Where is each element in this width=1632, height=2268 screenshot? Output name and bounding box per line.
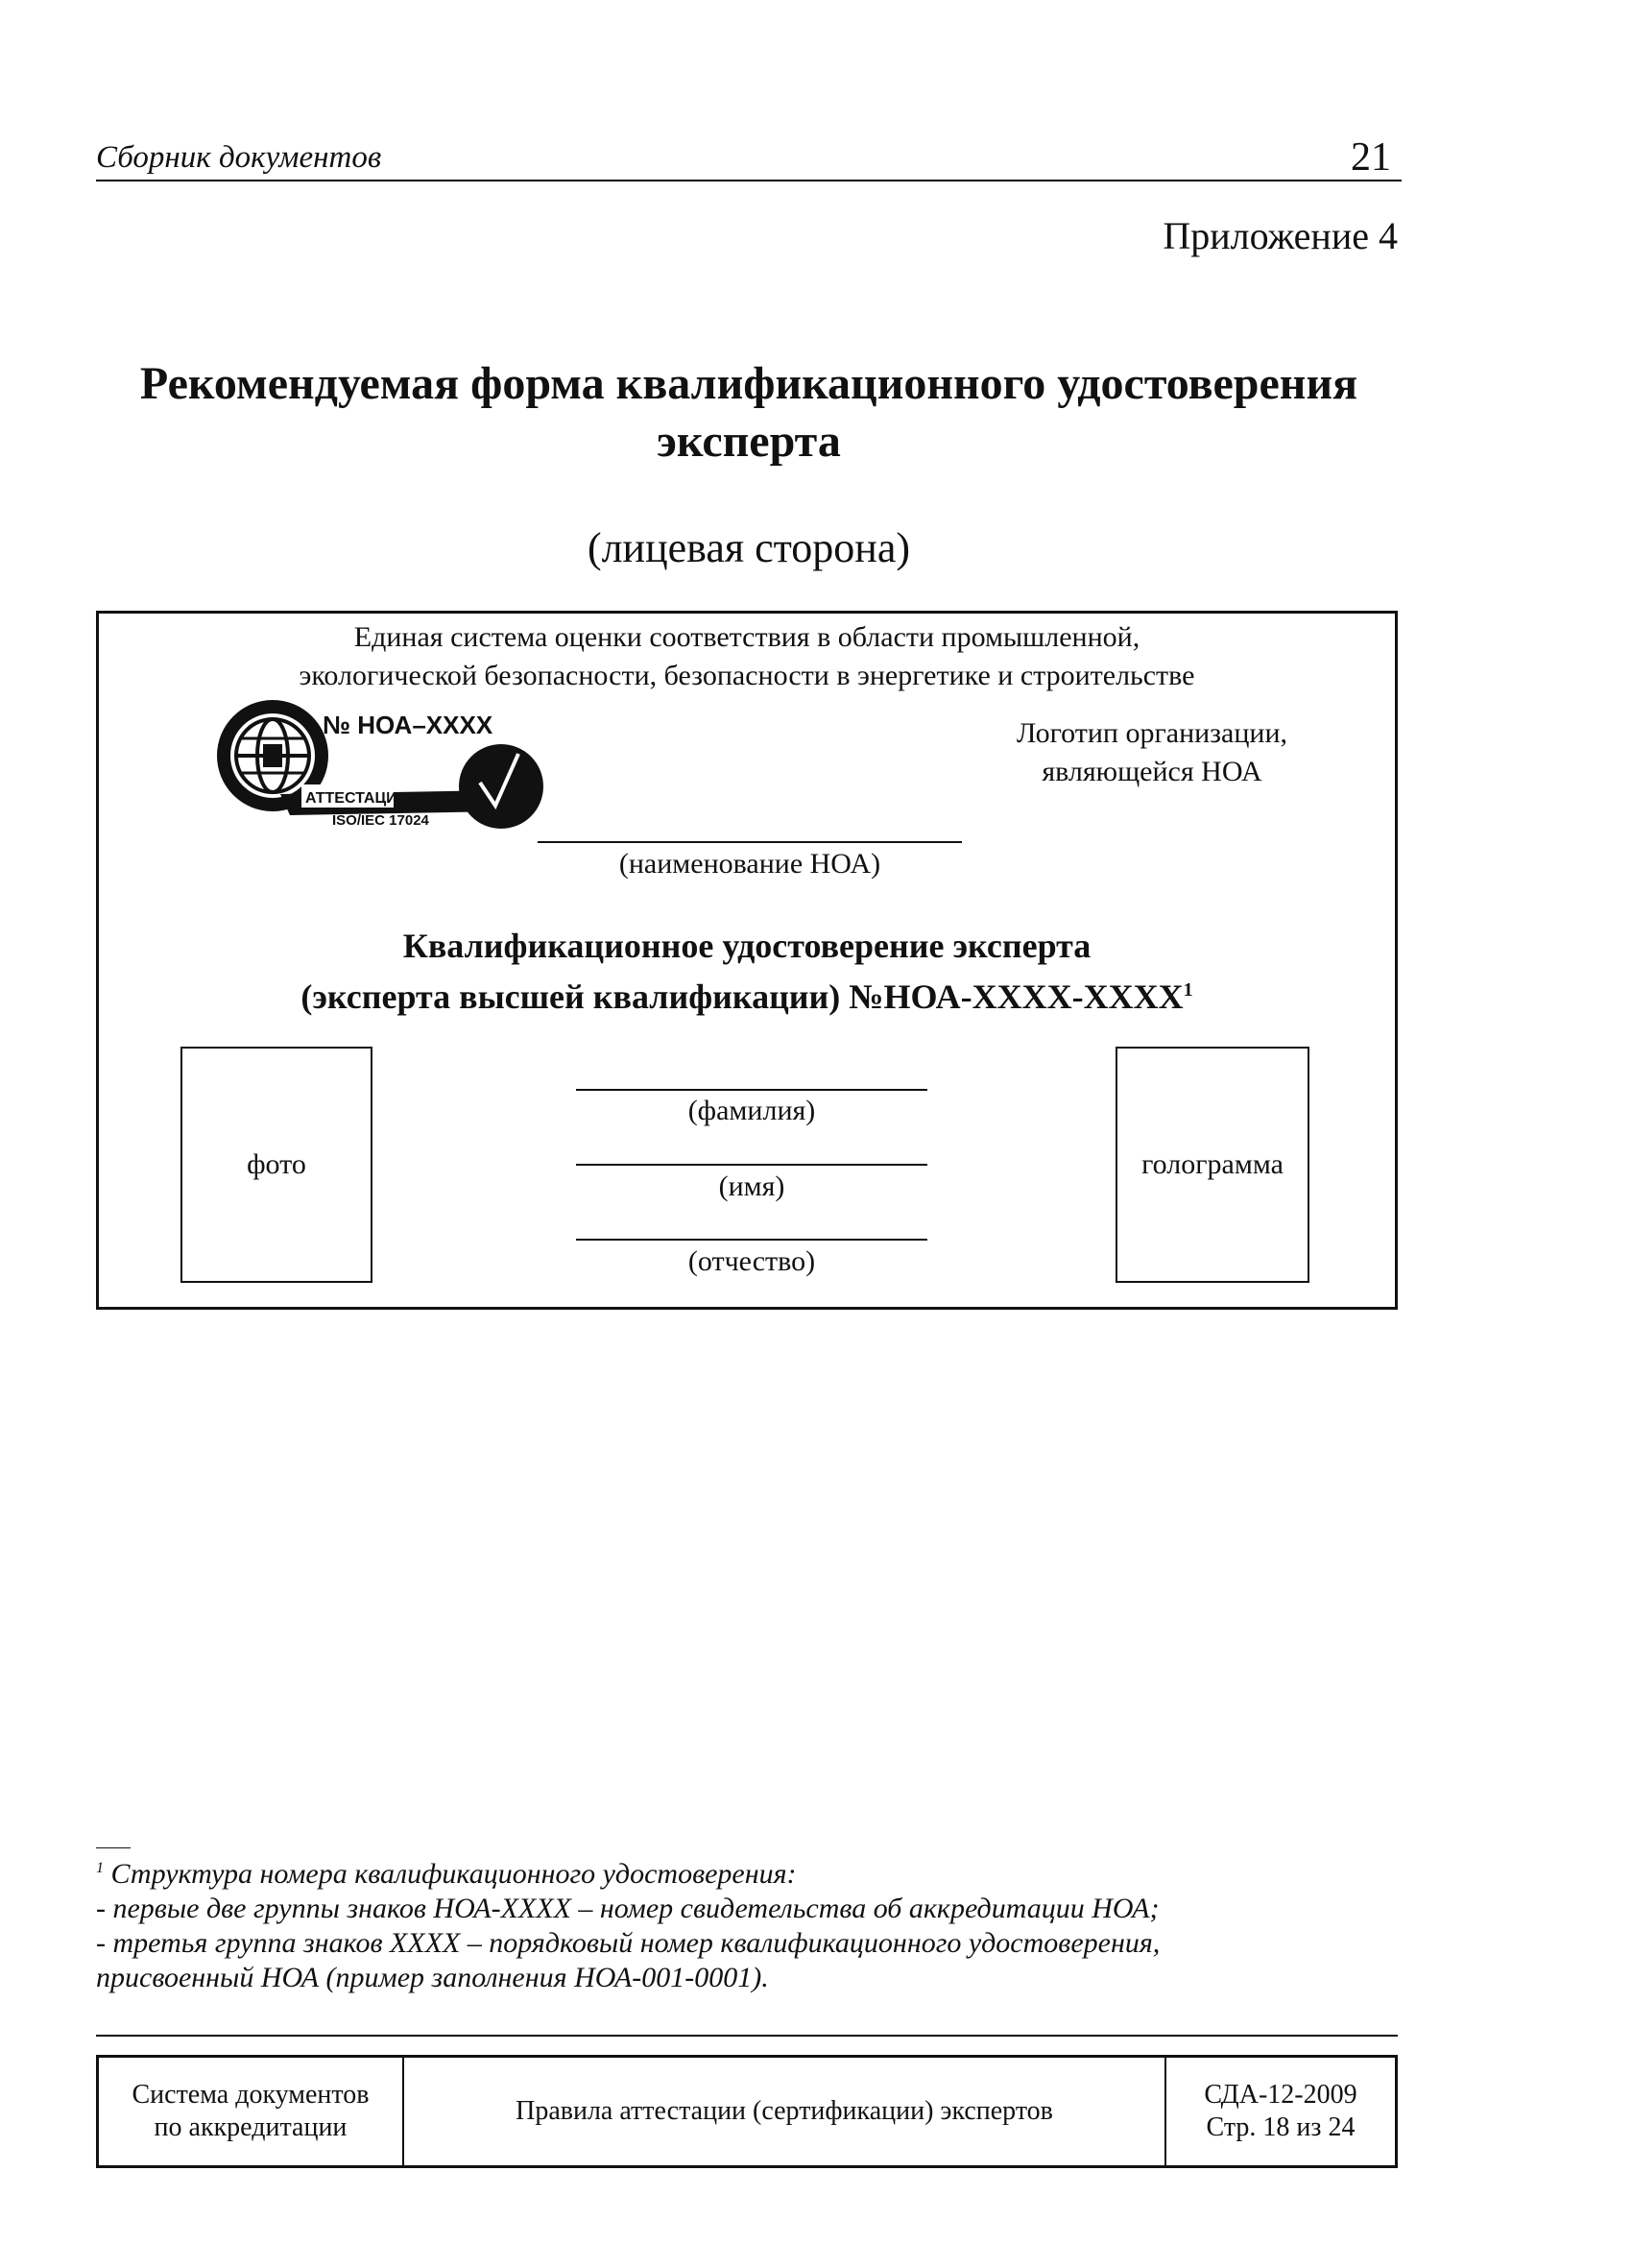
system-name-line-2: экологической безопасности, безопасности в энергетике и строительстве bbox=[299, 660, 1195, 691]
photo-box bbox=[180, 1047, 372, 1283]
system-name-line-1: Единая система оценки соответствия в области промышленной, bbox=[353, 621, 1140, 653]
patronymic-line bbox=[576, 1239, 927, 1241]
footer-document-title-cell bbox=[404, 2058, 1166, 2165]
appendix-label: Приложение 4 bbox=[1163, 214, 1398, 257]
surname-line bbox=[576, 1089, 927, 1091]
footnote bbox=[96, 1851, 1421, 1995]
certificate-title-line-1: Квалификационное удостоверение эксперта bbox=[402, 927, 1092, 965]
footer-system-line-1: Система документов bbox=[132, 2080, 370, 2110]
org-logo-placeholder bbox=[970, 714, 1334, 791]
photo-label: фото bbox=[247, 1148, 306, 1180]
hologram-box bbox=[1116, 1047, 1309, 1283]
org-name-line bbox=[538, 841, 962, 843]
footer-system-line-2: по аккредитации bbox=[154, 2112, 348, 2142]
running-header-title: Сборник документов bbox=[96, 140, 382, 175]
footnote-rule bbox=[96, 1847, 131, 1848]
footnote-ref: 1 bbox=[1183, 979, 1193, 1001]
surname-caption: (фамилия) bbox=[687, 1095, 816, 1126]
page-title-line-1: Рекомендуемая форма квалификационного удостоверения bbox=[139, 358, 1358, 409]
footnote-line-2: - первые две группы знаков НОА-XXXX – номер свидетельства об аккредитации НОА; bbox=[96, 1893, 1160, 1924]
certificate-title-line-2 bbox=[96, 968, 1398, 1019]
page-title bbox=[96, 355, 1402, 470]
footnote-line-1 bbox=[96, 1851, 1421, 1892]
hologram-label: голограмма bbox=[1141, 1148, 1284, 1180]
footer-document-title: Правила аттестации (сертификации) экспертов bbox=[516, 2096, 1053, 2126]
footer-rule bbox=[96, 2035, 1398, 2037]
footer-page-info: Стр. 18 из 24 bbox=[1206, 2112, 1356, 2142]
page-number: 21 bbox=[1351, 135, 1391, 180]
name-caption: (имя) bbox=[718, 1170, 785, 1202]
footer-document-code: СДА-12-2009 bbox=[1204, 2080, 1357, 2110]
logo-band-text: АТТЕСТАЦИЯ bbox=[305, 790, 409, 807]
certificate-title bbox=[96, 924, 1398, 1019]
system-name bbox=[96, 618, 1398, 695]
footer-table bbox=[96, 2055, 1398, 2168]
org-logo-line-2: являющейся НОА bbox=[1042, 756, 1262, 787]
footnote-marker: 1 bbox=[96, 1860, 104, 1876]
patronymic-caption: (отчество) bbox=[687, 1245, 816, 1277]
footnote-line-3: - третья группа знаков XXXX – порядковый номер квалификационного удостоверения, bbox=[96, 1927, 1161, 1959]
page-title-line-2: эксперта bbox=[657, 416, 841, 467]
header-rule bbox=[96, 180, 1402, 181]
org-name-caption: (наименование НОА) bbox=[618, 848, 881, 880]
side-label: (лицевая сторона) bbox=[587, 524, 911, 571]
certificate-number: (эксперта высшей квалификации) №НОА-XXXX-XXXX bbox=[300, 977, 1184, 1016]
org-logo-line-1: Логотип организации, bbox=[1016, 717, 1288, 749]
footnote-heading: Структура номера квалификационного удостоверения: bbox=[110, 1858, 797, 1890]
footnote-line-4: присвоенный НОА (пример заполнения НОА-001-0001). bbox=[96, 1962, 769, 1993]
footer-code-cell bbox=[1166, 2058, 1395, 2165]
name-line bbox=[576, 1164, 927, 1166]
logo-standard: ISO/IEC 17024 bbox=[332, 812, 429, 829]
footer-system-cell bbox=[99, 2058, 404, 2165]
logo-number: № НОА–XXXX bbox=[323, 711, 493, 739]
